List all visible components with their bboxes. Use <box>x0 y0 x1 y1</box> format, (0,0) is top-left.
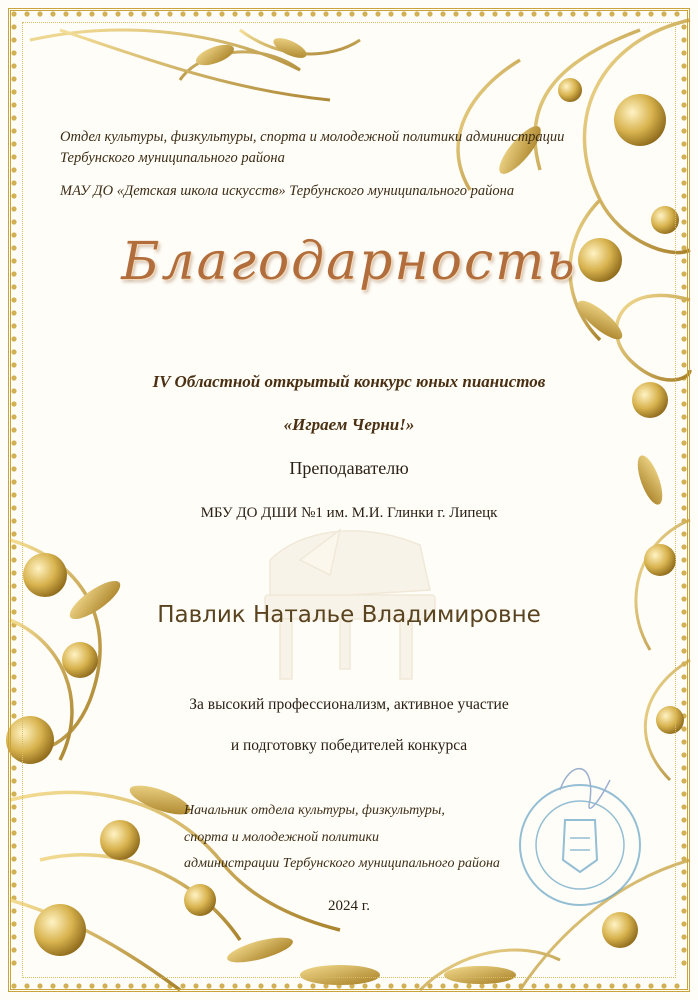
department-line-2: Тербунского муниципального района <box>60 150 285 166</box>
signature-line-3: администрации Тербунского муниципального района <box>184 856 500 871</box>
signature-line-1: Начальник отдела культуры, физкультуры, <box>184 803 445 818</box>
recipient-name: Павлик Наталье Владимировне <box>157 602 541 628</box>
reason-line-2: и подготовку победителей конкурса <box>230 737 468 754</box>
signature-line-2: спорта и молодежной политики <box>184 830 379 845</box>
department-line-1: Отдел культуры, физкультуры, спорта и молодежной политики администрации <box>60 129 565 145</box>
recipient-school: МБУ ДО ДШИ №1 им. М.И. Глинки г. Липецк <box>200 505 498 521</box>
recipient-role: Преподавателю <box>289 458 409 478</box>
reason-line-1: За высокий профессионализм, активное участие <box>189 696 509 713</box>
contest-name: IV Областной открытый конкурс юных пианистов <box>152 372 546 391</box>
certificate-title: Благодарность <box>121 232 577 292</box>
certificate-year: 2024 г. <box>328 898 370 914</box>
school-organization: МАУ ДО «Детская школа искусств» Тербунского муниципального района <box>60 183 515 199</box>
contest-slogan: «Играем Черни!» <box>283 415 415 434</box>
